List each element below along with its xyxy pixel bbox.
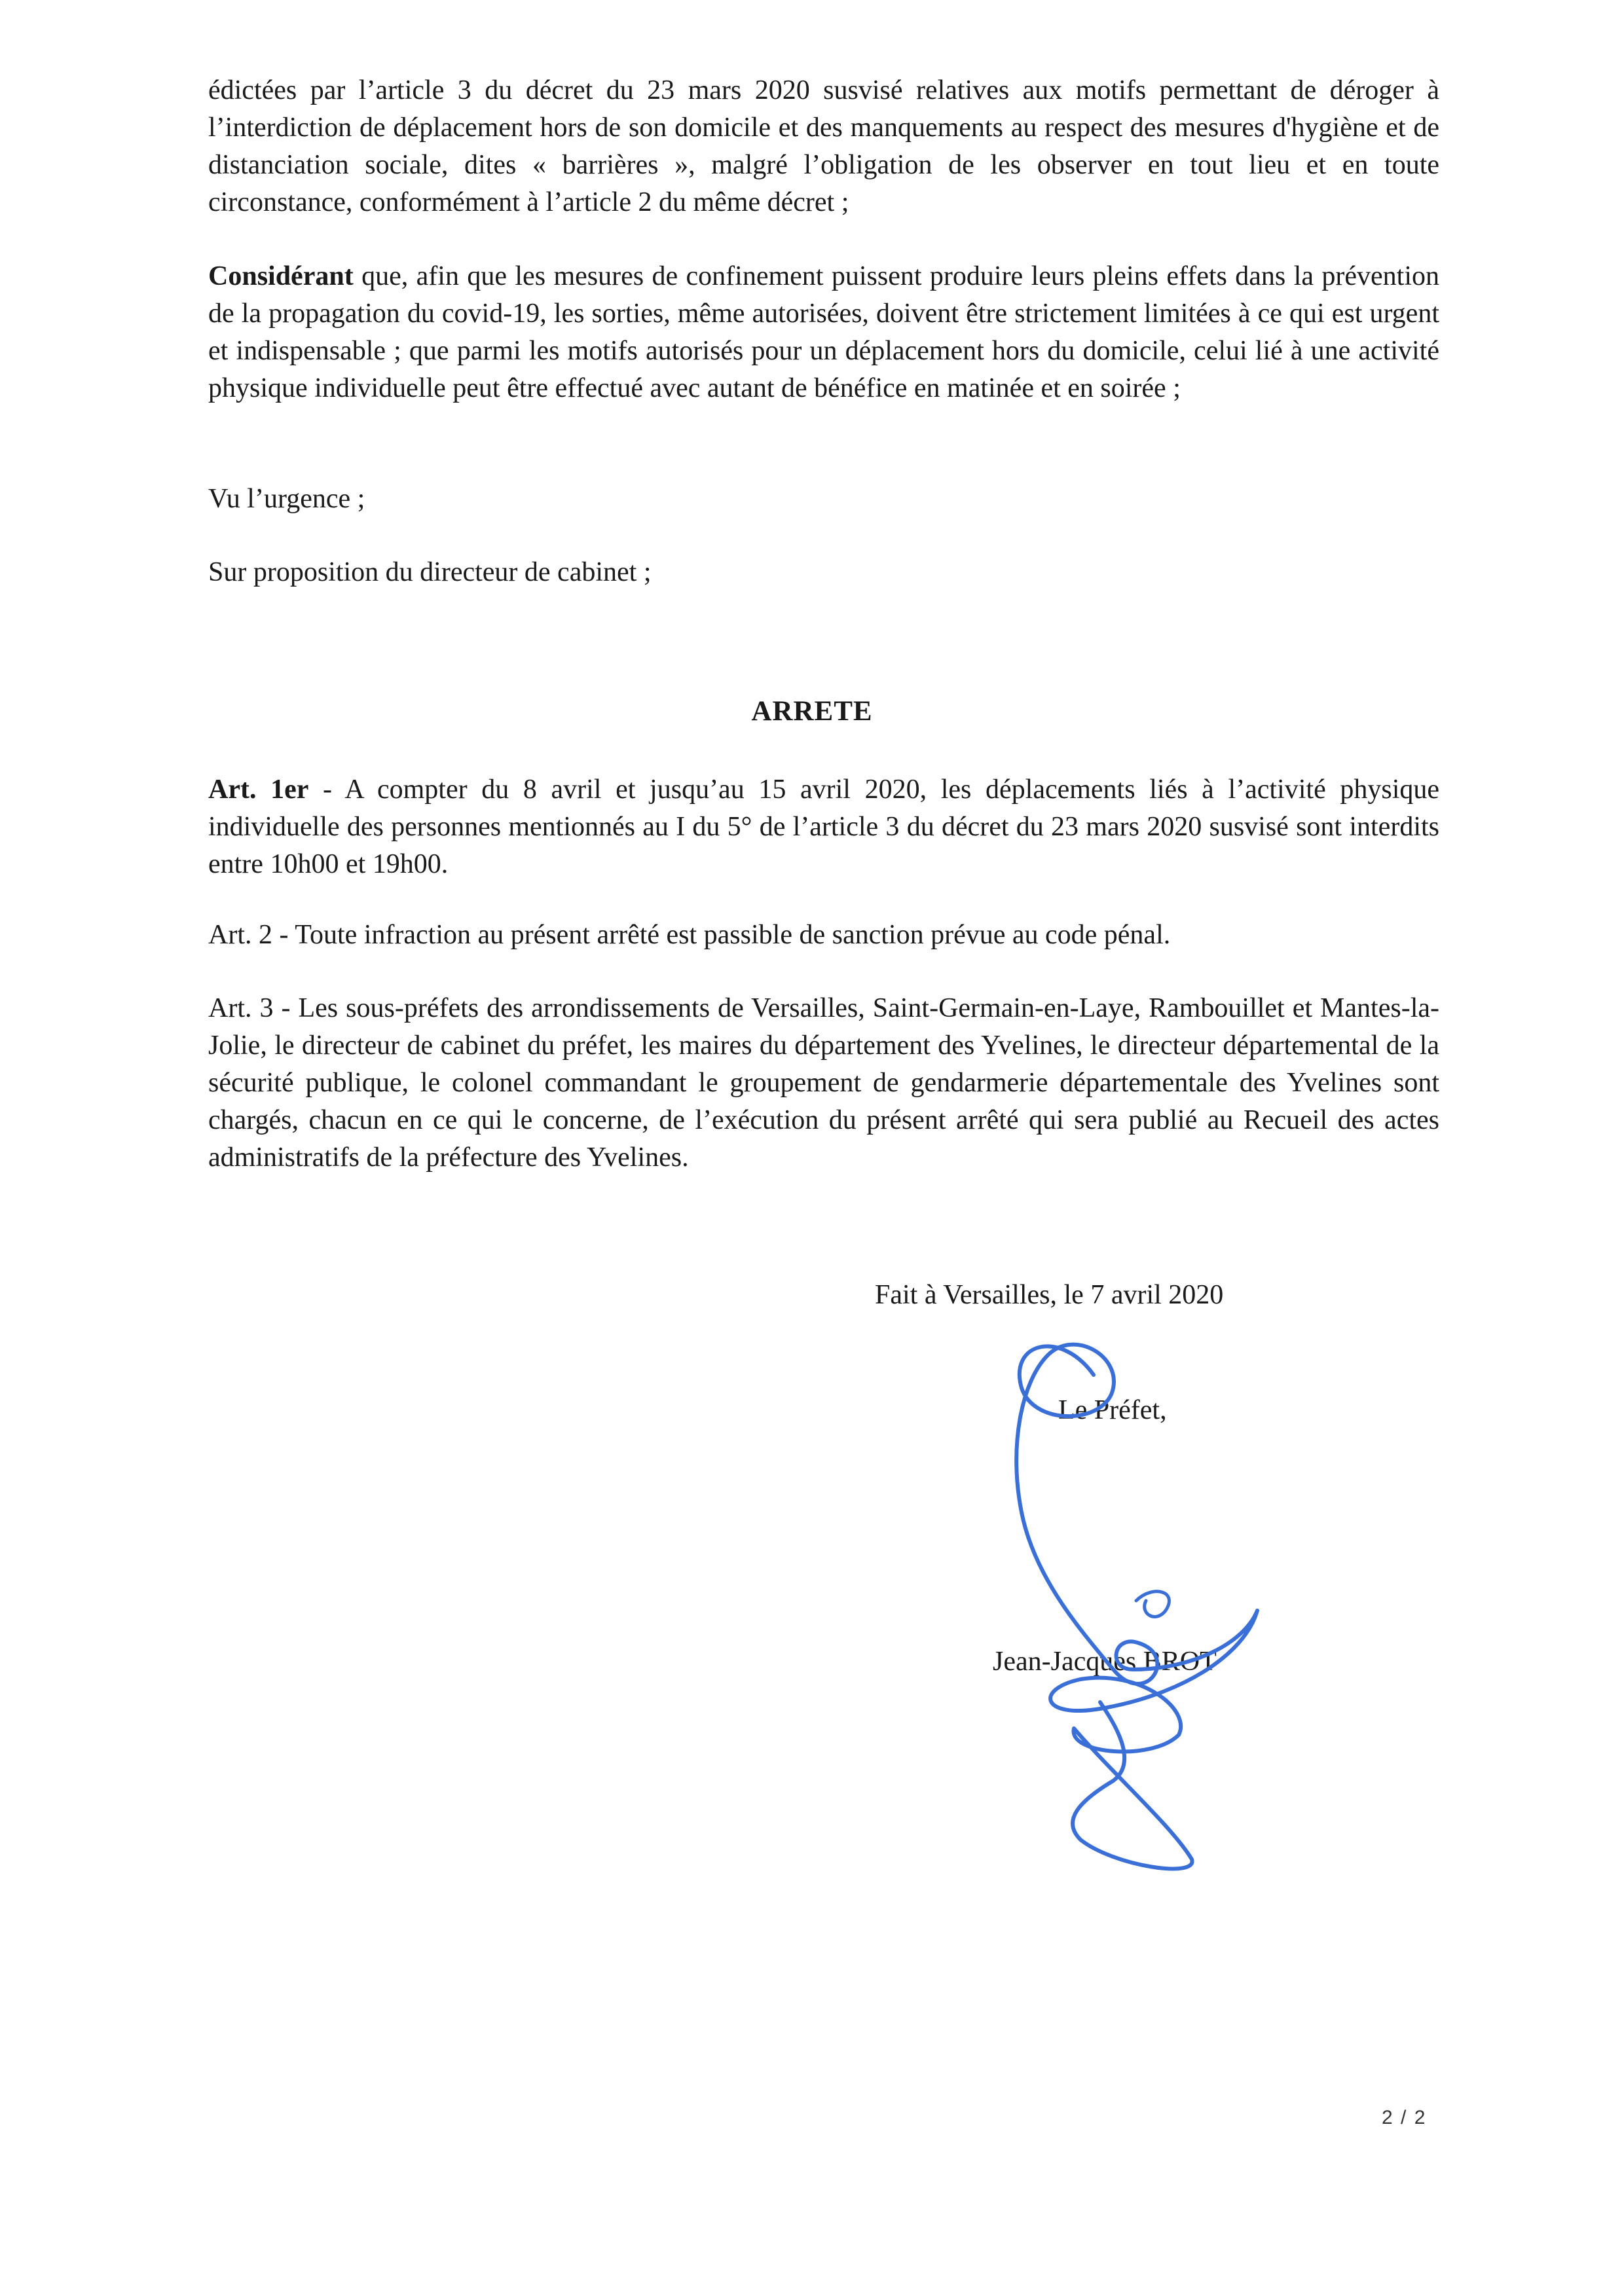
article-2-text: - Toute infraction au présent arrêté est passible de sanction prévue au code pénal.: [272, 920, 1171, 950]
vu-urgence: Vu l’urgence ;: [208, 484, 365, 514]
considerant-label: Considérant: [208, 261, 354, 291]
page-number: 2 / 2: [1382, 2107, 1427, 2128]
proposition: Sur proposition du directeur de cabinet ;: [208, 557, 652, 587]
article-1: [208, 771, 1439, 883]
intro-paragraph: édictées par l’article 3 du décret du 23 mars 2020 susvisé relatives aux motifs permettant de déroger à l’interdiction de déplacement hors de son domicile et des manquements au respect des mesures d'hygiène et de distanciation sociale, dites « barrières », malgré l’obligation de les observer en tout lieu et en toute circonstance, conformément à l’article 2 du même décret ;: [208, 75, 1439, 217]
considerant-paragraph: [208, 258, 1439, 407]
article-1-label: Art. 1er: [208, 774, 309, 805]
article-3-label: Art. 3: [208, 993, 274, 1023]
article-3: [208, 990, 1439, 1176]
signatory-name: Jean-Jacques BROT: [993, 1647, 1217, 1677]
signatory-role: Le Préfet,: [1058, 1395, 1167, 1425]
arrete-title: ARRETE: [751, 696, 873, 727]
article-2: [208, 917, 1439, 954]
handwritten-signature: [982, 1303, 1283, 1879]
place-date: Fait à Versailles, le 7 avril 2020: [875, 1280, 1224, 1310]
article-2-label: Art. 2: [208, 920, 272, 950]
considerant-text: que, afin que les mesures de confinement puissent produire leurs pleins effets dans la prévention de la propagation du covid-19, les sorties, même autorisées, doivent être strictement limitées à ce qui est urgent et indispensable ; que parmi les motifs autorisés pour un déplacement hors du domicile, celui lié à une activité physique individuelle peut être effectué avec autant de bénéfice en matinée et en soirée ;: [208, 261, 1439, 403]
article-1-text: - A compter du 8 avril et jusqu’au 15 avril 2020, les déplacements liés à l’activité physique individuelle des personnes mentionnés au I du 5° de l’article 3 du décret du 23 mars 2020 susvisé sont interdits entre 10h00 et 19h00.: [208, 774, 1440, 879]
article-3-text: - Les sous-préfets des arrondissements de Versailles, Saint-Germain-en-Laye, Rambouillet et Mantes-la-Jolie, le directeur de cabinet du préfet, les maires du département des Yvelines, le directeur départemental de la sécurité publique, le colonel commandant le groupement de gendarmerie départementale des Yvelines sont chargés, chacun en ce qui le concerne, de l’exécution du présent arrêté qui sera publié au Recueil des actes administratifs de la préfecture des Yvelines.: [208, 993, 1439, 1173]
